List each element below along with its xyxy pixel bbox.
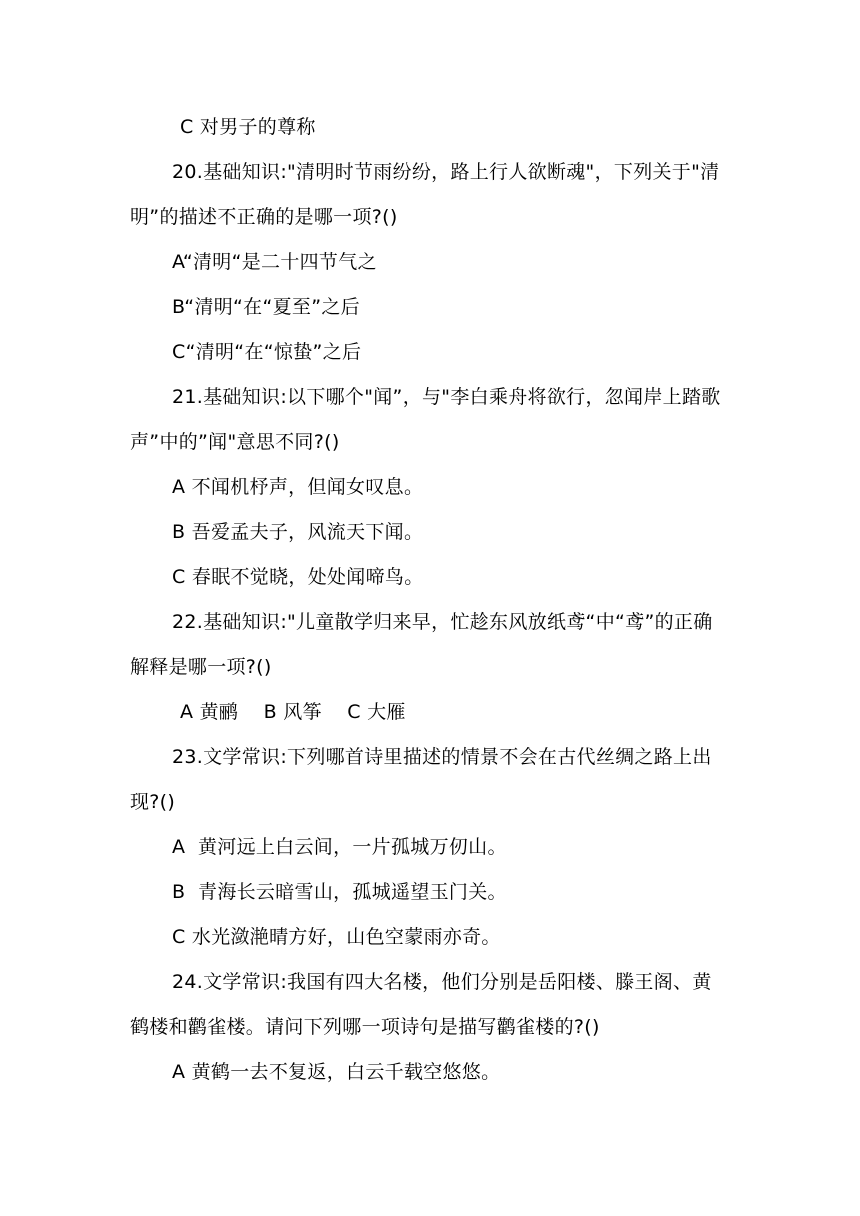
- option-c-q21: C 春眠不觉晓，处处闻啼鸟。: [172, 566, 424, 588]
- option-c-q19: C 对男子的尊称: [180, 116, 316, 138]
- option-a-q21: A 不闻机杼声，但闻女叹息。: [172, 476, 424, 498]
- option-a-q24: A 黄鹤一去不复返，白云千载空悠悠。: [172, 1061, 501, 1083]
- question-23-line-1: 23.文学常识:下列哪首诗里描述的情景不会在古代丝绸之路上出: [172, 746, 712, 768]
- question-21-line-2: 声”中的”闻"意思不同?(): [130, 431, 340, 453]
- options-q22: A 黄鹂 B 风筝 C 大雁: [180, 701, 406, 723]
- question-24-line-2: 鹤楼和鹳雀楼。请问下列哪一项诗句是描写鹳雀楼的?(): [130, 1016, 600, 1038]
- option-a-q20: A“清明“是二十四节气之: [172, 251, 377, 273]
- question-21-line-1: 21.基础知识:以下哪个"闻”，与"李白乘舟将欲行，忽闻岸上踏歌: [172, 386, 721, 408]
- option-c-q23: C 水光潋滟晴方好，山色空蒙雨亦奇。: [172, 926, 501, 948]
- question-23-line-2: 现?(): [130, 791, 176, 813]
- option-b-q21: B 吾爱孟夫子，风流天下闻。: [172, 521, 424, 543]
- question-22-line-2: 解释是哪一项?(): [130, 656, 272, 678]
- option-c-q20: C“清明“在“惊蛰”之后: [172, 341, 362, 363]
- question-24-line-1: 24.文学常识:我国有四大名楼，他们分别是岳阳楼、滕王阁、黄: [172, 971, 712, 993]
- question-22-line-1: 22.基础知识:"儿童散学归来早，忙趁东风放纸鸢“中“鸢”的正确: [172, 611, 713, 633]
- option-b-q23: B 青海长云暗雪山，孤城遥望玉门关。: [172, 881, 507, 903]
- question-20-line-1: 20.基础知识:"清明时节雨纷纷，路上行人欲断魂"，下列关于"清: [172, 161, 720, 183]
- option-a-q23: A 黄河远上白云间，一片孤城万仞山。: [172, 836, 507, 858]
- option-b-q20: B“清明“在“夏至”之后: [172, 296, 360, 318]
- question-20-line-2: 明”的描述不正确的是哪一项?(): [130, 206, 398, 228]
